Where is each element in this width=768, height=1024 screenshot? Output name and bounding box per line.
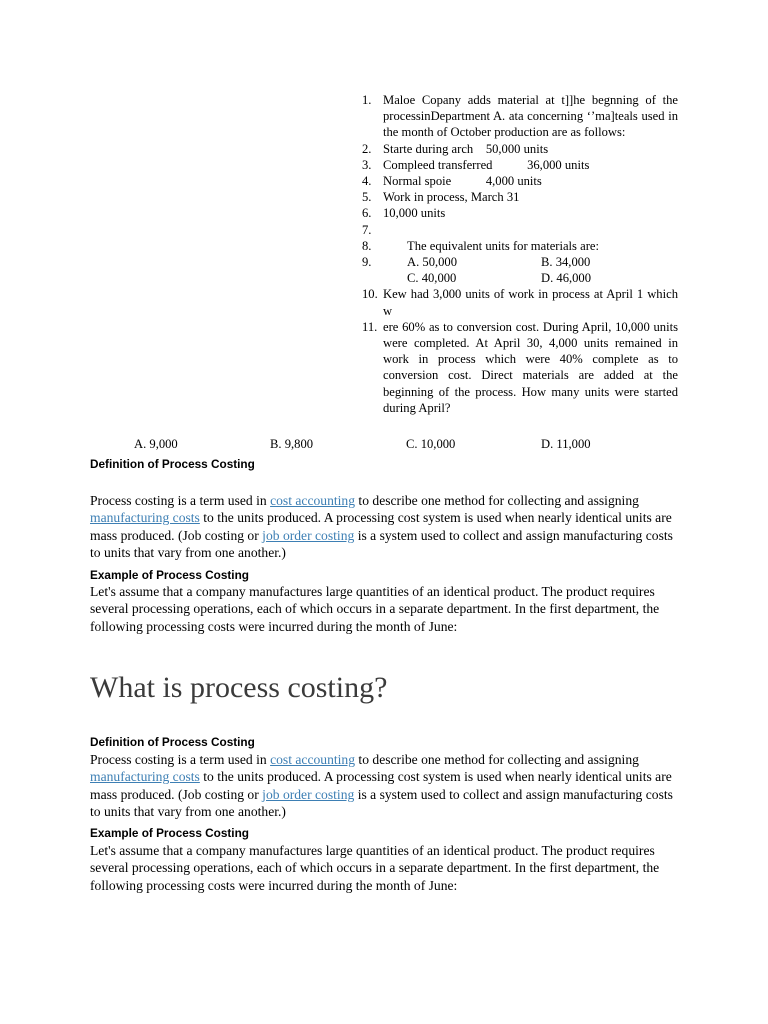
- option-row: [383, 270, 678, 286]
- example-heading: Example of Process Costing: [90, 826, 249, 840]
- list-text: 10,000 units: [383, 206, 446, 221]
- list-number: 1.: [362, 93, 372, 107]
- list-text: ere 60% as to conversion cost. During April, 10,000 units were completed. At April 30, 4,000 units remained in work in process which were 40% complete as to conversion cost. Direct materials are added at the beginning of the process. How many units were started during April?: [383, 319, 678, 415]
- option-row: [383, 254, 678, 270]
- paragraph-text: Process costing is a term used in: [90, 493, 271, 508]
- list-item: [362, 189, 678, 205]
- list-text: [383, 223, 386, 237]
- list-item: [362, 205, 678, 221]
- list-number: 5.: [362, 190, 372, 205]
- list-text: Normal spoie 4,000 units: [383, 174, 542, 189]
- paragraph-text: to describe one method for collecting and assigning: [355, 752, 639, 767]
- list-number: 8.: [362, 238, 372, 253]
- example-heading: Example of Process Costing: [90, 568, 249, 582]
- list-text: Work in process, March 31: [383, 190, 520, 205]
- list-item: [362, 222, 678, 238]
- list-number: 6.: [362, 206, 372, 221]
- list-text: The equivalent units for materials are:: [407, 238, 599, 253]
- list-text: Maloe Copany adds material at t]]he begnning of the processinDepartment A. ata concerning ‘’ma]teals used in the month of October production are as follows:: [383, 93, 678, 140]
- list-item: [362, 319, 678, 416]
- list-number: 2.: [362, 141, 372, 156]
- list-number: 4.: [362, 174, 372, 189]
- answer-d: D. 11,000: [541, 437, 591, 451]
- page-title: What is process costing?: [90, 671, 388, 704]
- definition-heading: Definition of Process Costing: [90, 457, 255, 471]
- paragraph-text: is a system used to collect and assign manufacturing costs to units that vary from one another.): [90, 786, 673, 820]
- example-paragraph: Let's assume that a company manufactures large quantities of an identical product. The product requires several processing operations, each of which occurs in a separate department. In the first department, the following processing costs were incurred during the month of June:: [90, 843, 660, 893]
- definition-heading: Definition of Process Costing: [90, 735, 255, 749]
- definition-paragraph: [90, 492, 680, 562]
- paragraph-text: is a system used to collect and assign manufacturing costs to units that vary from one another.): [90, 527, 673, 561]
- definition-paragraph: [90, 751, 680, 821]
- manufacturing-costs-link[interactable]: manufacturing costs: [90, 510, 200, 526]
- list-text: Compleed transferred 36,000 units: [383, 157, 590, 172]
- paragraph-text: to the units produced. A processing cost system is used when nearly identical units are mass produced. (Job costing or: [90, 769, 672, 802]
- answer-options-row: [0, 436, 768, 453]
- manufacturing-costs-link[interactable]: manufacturing costs: [90, 769, 200, 785]
- job-order-costing-link[interactable]: job order costing: [262, 527, 355, 543]
- list-number: 10.: [362, 287, 378, 302]
- option-a: A. 50,000: [407, 255, 458, 270]
- answer-b: B. 9,800: [270, 437, 314, 451]
- list-item: [362, 286, 678, 318]
- list-item: [362, 254, 678, 286]
- paragraph-text: to the units produced. A processing cost system is used when nearly identical units are mass produced. (Job costing or: [90, 510, 672, 543]
- question-list: [362, 92, 678, 416]
- option-c: C. 40,000: [407, 271, 457, 286]
- answer-c: C. 10,000: [406, 437, 456, 451]
- list-number: 3.: [362, 157, 372, 172]
- job-order-costing-link[interactable]: job order costing: [262, 786, 355, 802]
- answer-a: A. 9,000: [134, 437, 178, 451]
- list-text: Kew had 3,000 units of work in process at April 1 which w: [383, 287, 678, 318]
- list-item: [362, 92, 678, 141]
- option-b: B. 34,000: [541, 255, 591, 270]
- list-item: [362, 173, 678, 189]
- example-paragraph: Let's assume that a company manufactures large quantities of an identical product. The product requires several processing operations, each of which occurs in a separate department. In the first department, the following processing costs were incurred during the month of June:: [90, 584, 660, 634]
- cost-accounting-link[interactable]: cost accounting: [270, 752, 356, 767]
- option-d: D. 46,000: [541, 271, 592, 286]
- cost-accounting-link[interactable]: cost accounting: [270, 493, 356, 508]
- list-item: [362, 157, 678, 173]
- list-number: 7.: [362, 222, 372, 237]
- paragraph-text: Process costing is a term used in: [90, 752, 271, 767]
- list-text: Starte during arch 50,000 units: [383, 141, 549, 156]
- list-item: [362, 141, 678, 157]
- paragraph-text: to describe one method for collecting and assigning: [355, 493, 639, 508]
- list-number: 9.: [362, 255, 372, 270]
- list-number: 11.: [362, 319, 378, 334]
- list-item: [362, 238, 678, 254]
